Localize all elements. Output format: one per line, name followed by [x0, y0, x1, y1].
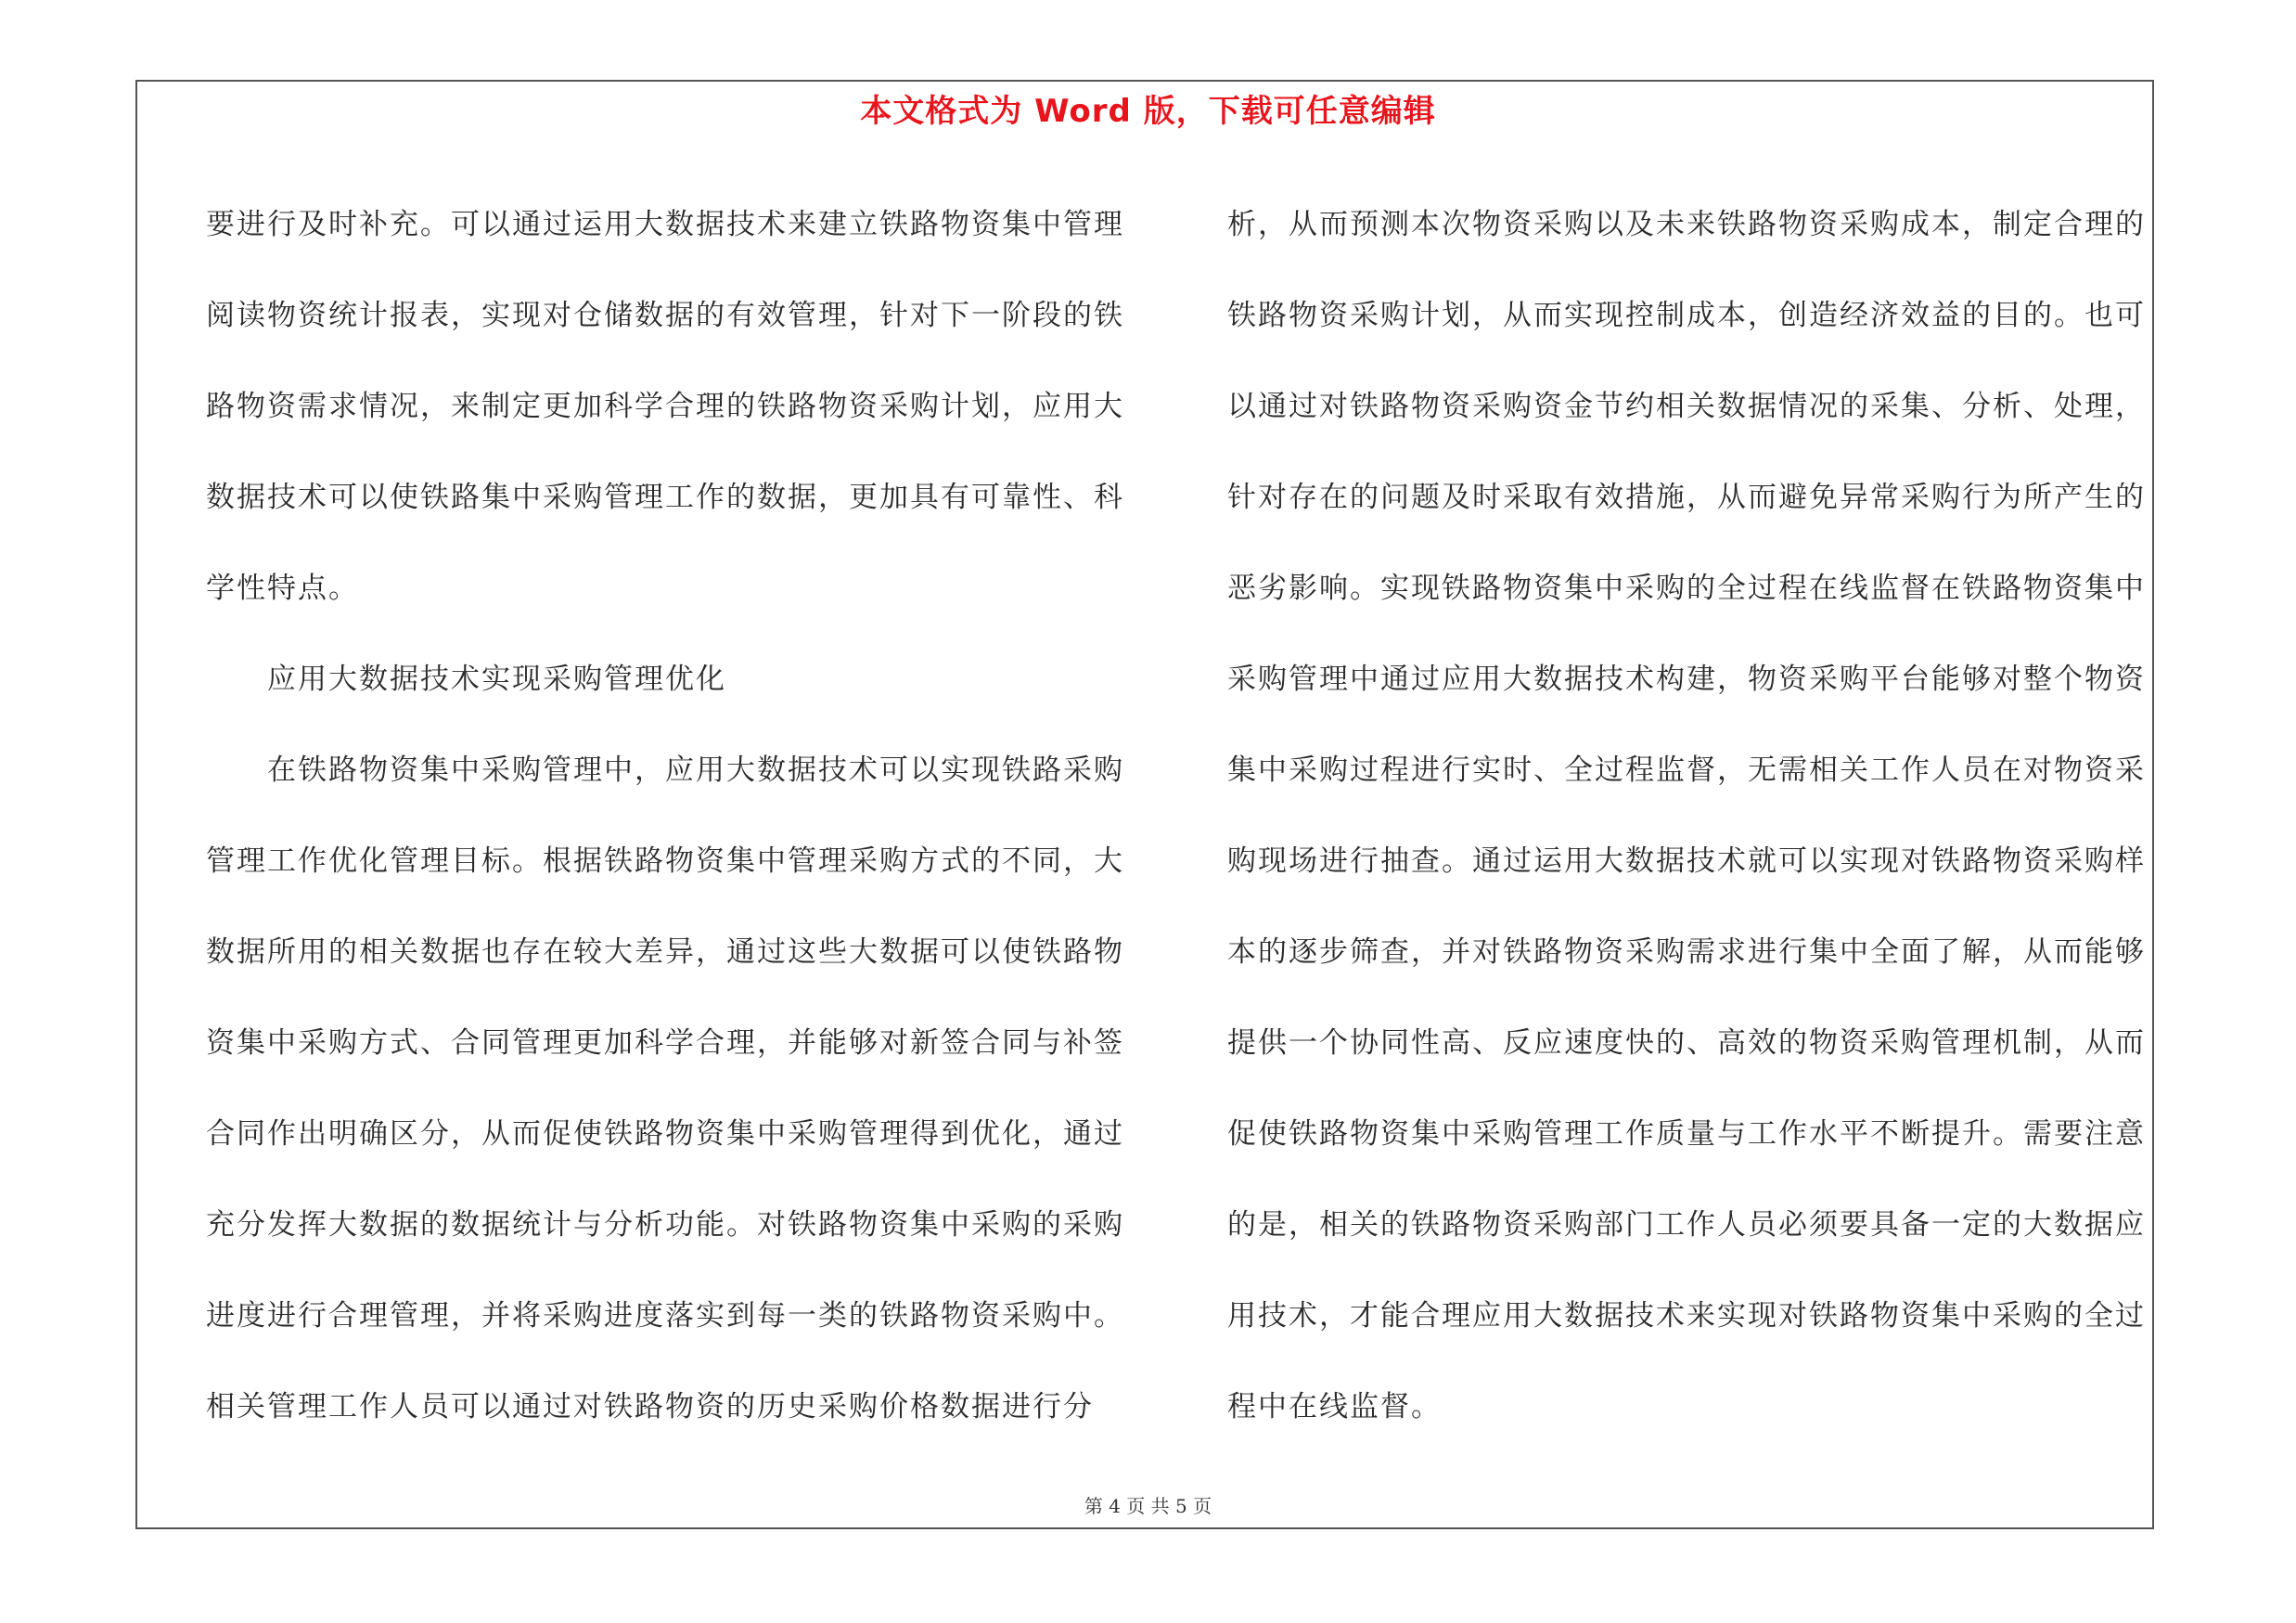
paragraph-line: 充分发挥大数据的数据统计与分析功能。对铁路物资集中采购的采购 [206, 1208, 1124, 1242]
paragraph-line: 数据所用的相关数据也存在较大差异，通过这些大数据可以使铁路物 [206, 935, 1124, 969]
section-heading: 应用大数据技术实现采购管理优化 [267, 663, 726, 696]
right-text-column [1227, 179, 2146, 1452]
paragraph-line: 铁路物资采购计划，从而实现控制成本，创造经济效益的目的。也可 [1227, 299, 2146, 332]
paragraph-line: 相关管理工作人员可以通过对铁路物资的历史采购价格数据进行分 [206, 1390, 1094, 1423]
paragraph-line: 合同作出明确区分，从而促使铁路物资集中采购管理得到优化，通过 [206, 1117, 1124, 1151]
page-number-footer: 第 4 页 共 5 页 [1084, 1495, 1212, 1517]
format-notice-banner: 本文格式为 Word 版，下载可任意编辑 [860, 93, 1436, 130]
paragraph-line: 资集中采购方式、合同管理更加科学合理，并能够对新签合同与补签 [206, 1026, 1124, 1060]
paragraph-line: 进度进行合理管理，并将采购进度落实到每一类的铁路物资采购中。 [206, 1299, 1124, 1333]
paragraph-line: 在铁路物资集中采购管理中，应用大数据技术可以实现铁路采购 [267, 754, 1124, 787]
paragraph-line: 购现场进行抽查。通过运用大数据技术就可以实现对铁路物资采购样 [1227, 844, 2146, 878]
paragraph-line: 用技术，才能合理应用大数据技术来实现对铁路物资集中采购的全过 [1227, 1299, 2146, 1333]
paragraph-line: 程中在线监督。 [1227, 1390, 1442, 1423]
paragraph-line: 促使铁路物资集中采购管理工作质量与工作水平不断提升。需要注意 [1227, 1117, 2146, 1151]
paragraph-line: 提供一个协同性高、反应速度快的、高效的物资采购管理机制，从而 [1227, 1026, 2146, 1060]
paragraph-line: 数据技术可以使铁路集中采购管理工作的数据，更加具有可靠性、科 [206, 481, 1124, 514]
paragraph-line: 析，从而预测本次物资采购以及未来铁路物资采购成本，制定合理的 [1227, 208, 2146, 241]
paragraph-line: 恶劣影响。实现铁路物资集中采购的全过程在线监督在铁路物资集中 [1227, 572, 2146, 605]
paragraph-line: 学性特点。 [206, 572, 359, 605]
left-text-column [206, 179, 1124, 1452]
paragraph-line: 采购管理中通过应用大数据技术构建，物资采购平台能够对整个物资 [1227, 663, 2146, 696]
paragraph-line: 管理工作优化管理目标。根据铁路物资集中管理采购方式的不同，大 [206, 844, 1124, 878]
paragraph-line: 阅读物资统计报表，实现对仓储数据的有效管理，针对下一阶段的铁 [206, 299, 1124, 332]
paragraph-line: 以通过对铁路物资采购资金节约相关数据情况的采集、分析、处理， [1227, 390, 2146, 423]
paragraph-line: 路物资需求情况，来制定更加科学合理的铁路物资采购计划，应用大 [206, 390, 1124, 423]
paragraph-line: 要进行及时补充。可以通过运用大数据技术来建立铁路物资集中管理 [206, 208, 1124, 241]
paragraph-line: 集中采购过程进行实时、全过程监督，无需相关工作人员在对物资采 [1227, 754, 2146, 787]
paragraph-line: 本的逐步筛查，并对铁路物资采购需求进行集中全面了解，从而能够 [1227, 935, 2146, 969]
paragraph-line: 针对存在的问题及时采取有效措施，从而避免异常采购行为所产生的 [1227, 481, 2146, 514]
paragraph-line: 的是，相关的铁路物资采购部门工作人员必须要具备一定的大数据应 [1227, 1208, 2146, 1242]
